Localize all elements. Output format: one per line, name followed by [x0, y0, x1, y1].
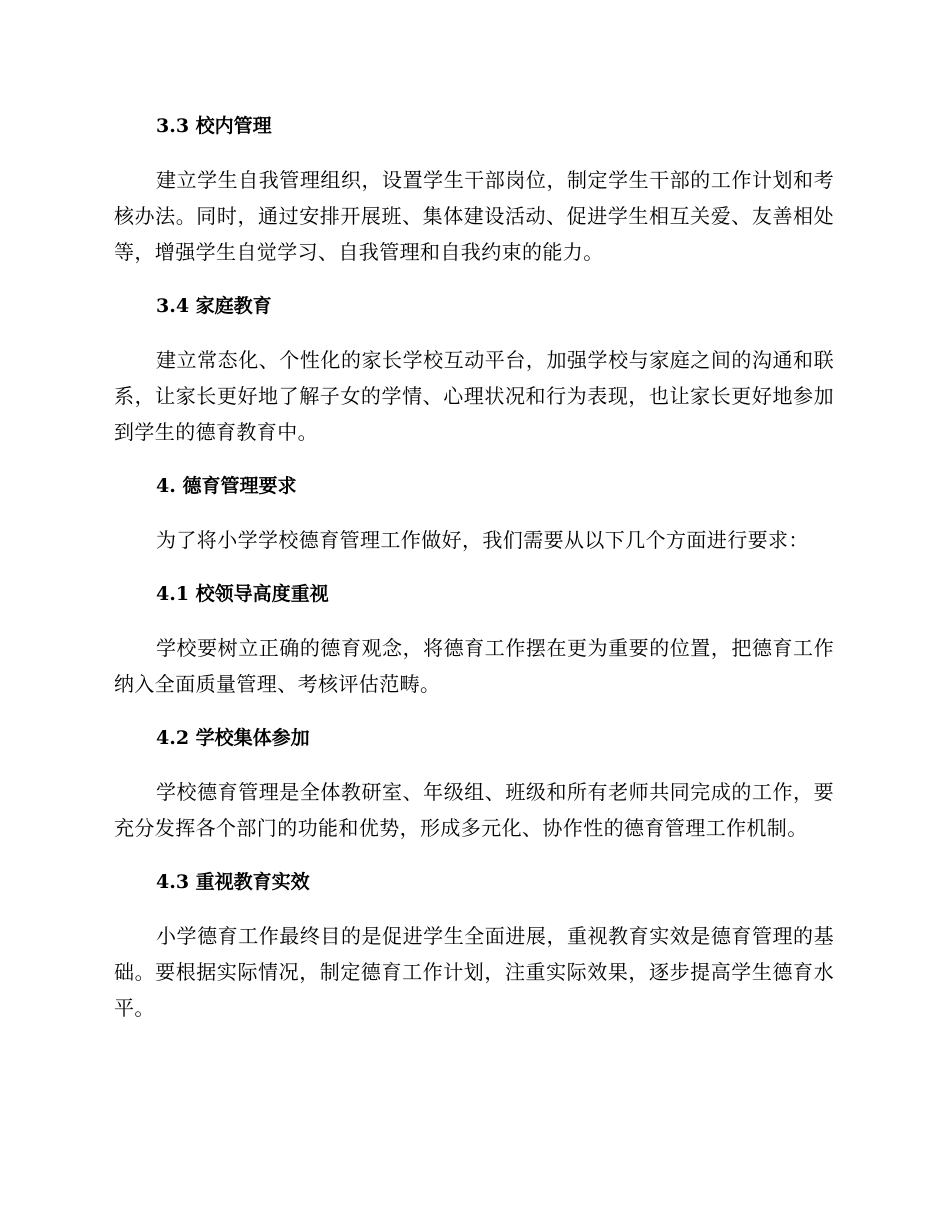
section-heading-4-3: 4.3 重视教育实效 [156, 871, 310, 893]
section-paragraph-4-2: 学校德育管理是全体教研室、年级组、班级和所有老师共同完成的工作，要充分发挥各个部门的功能和优势，形成多元化、协作性的德育管理工作机制。 [114, 780, 834, 840]
section-heading-4-2: 4.2 学校集体参加 [156, 727, 310, 749]
section-paragraph-3-4: 建立常态化、个性化的家长学校互动平台，加强学校与家庭之间的沟通和联系，让家长更好地了解子女的学情、心理状况和行为表现，也让家长更好地参加到学生的德育教育中。 [114, 348, 834, 444]
section-heading-3-3: 3.3 校内管理 [156, 115, 272, 137]
document-page [114, 108, 834, 1026]
section-paragraph-4-1: 学校要树立正确的德育观念，将德育工作摆在更为重要的位置，把德育工作纳入全面质量管理、考核评估范畴。 [114, 636, 834, 696]
section-paragraph-4-3: 小学德育工作最终目的是促进学生全面进展，重视教育实效是德育管理的基础。要根据实际情况，制定德育工作计划，注重实际效果，逐步提高学生德育水平。 [114, 924, 834, 1020]
section-heading-4-1: 4.1 校领导高度重视 [156, 583, 329, 605]
section-heading-4: 4. 德育管理要求 [156, 475, 297, 497]
section-paragraph-3-3: 建立学生自我管理组织，设置学生干部岗位，制定学生干部的工作计划和考核办法。同时，通过安排开展班、集体建设活动、促进学生相互关爱、友善相处等，增强学生自觉学习、自我管理和自我约束的能力。 [114, 168, 834, 264]
section-paragraph-4: 为了将小学学校德育管理工作做好，我们需要从以下几个方面进行要求： [156, 528, 809, 552]
section-heading-3-4: 3.4 家庭教育 [156, 295, 272, 317]
